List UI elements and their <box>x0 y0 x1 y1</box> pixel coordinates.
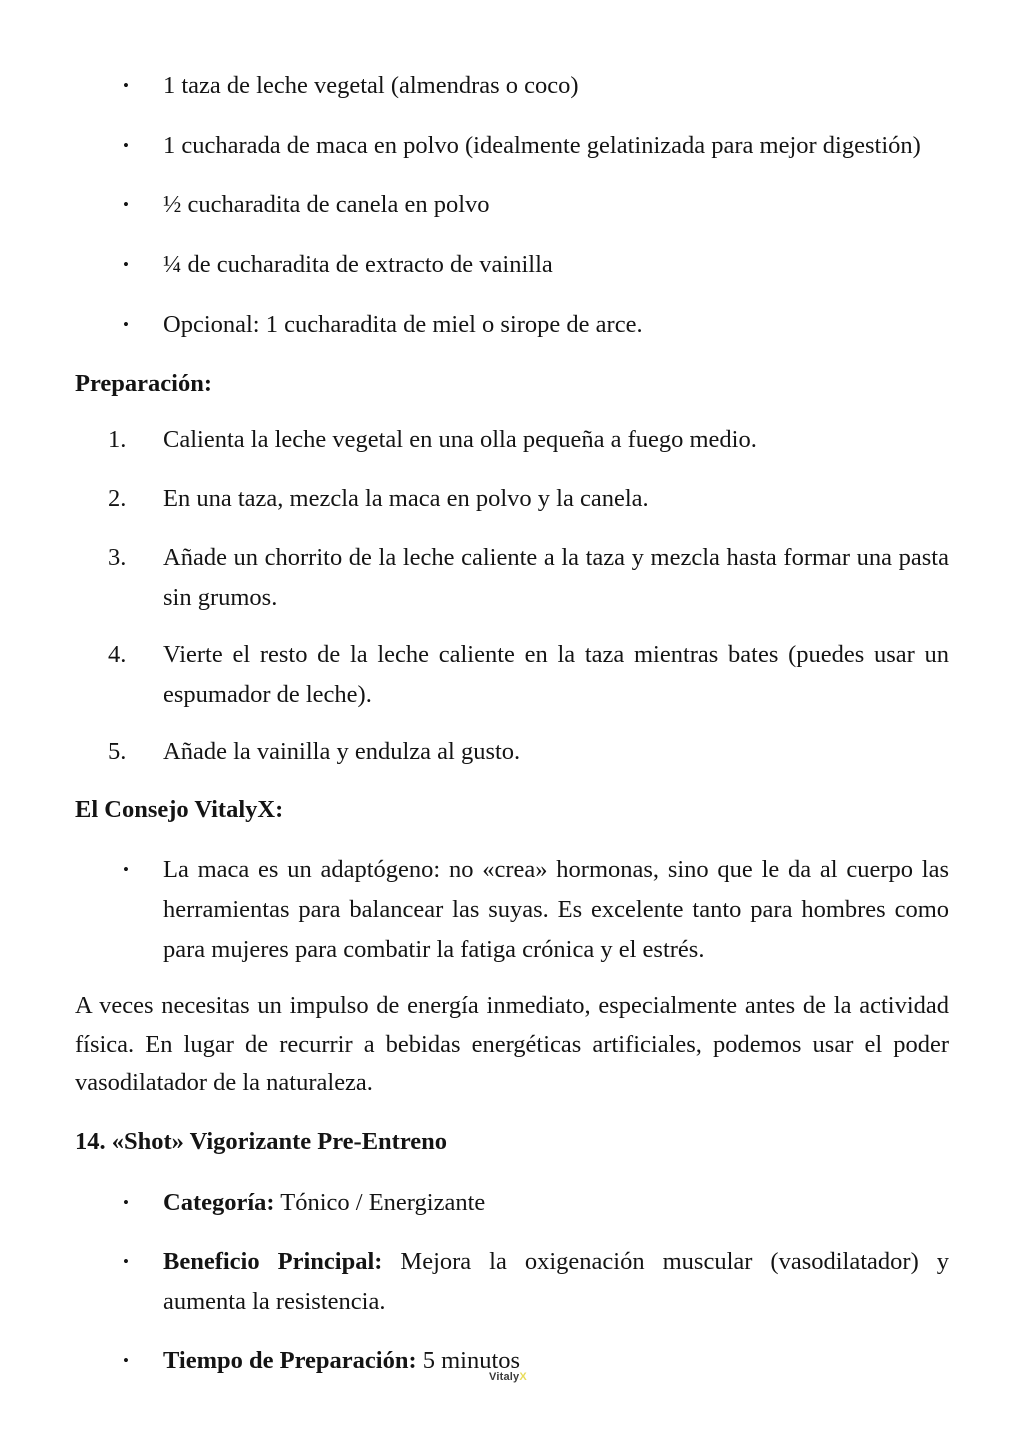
benefit-label: Beneficio Principal: <box>163 1248 383 1275</box>
preparation-heading: Preparación: <box>75 370 212 397</box>
recipe-benefit <box>163 1242 949 1322</box>
recipe-title: 14. «Shot» Vigorizante Pre-Entreno <box>75 1128 448 1155</box>
bullet-marker: • <box>123 136 129 155</box>
time-label: Tiempo de Preparación: <box>163 1347 417 1374</box>
logo-accent: X <box>519 1371 527 1383</box>
bullet-marker: • <box>123 1193 129 1212</box>
logo-text: Vitaly <box>489 1371 520 1383</box>
benefit-value: Mejora la oxigenación muscular (vasodilatador) y aumenta la resistencia. <box>163 1248 949 1315</box>
bullet-marker: • <box>123 195 129 214</box>
ingredient-text: 1 taza de leche vegetal (almendras o coco) <box>163 72 579 99</box>
category-value: Tónico / Energizante <box>274 1189 486 1216</box>
step-number: 3. <box>108 544 127 571</box>
ingredient-text: ¼ de cucharadita de extracto de vainilla <box>163 251 553 278</box>
step-text: En una taza, mezcla la maca en polvo y la canela. <box>163 485 649 512</box>
ingredient-text: 1 cucharada de maca en polvo (idealmente gelatinizada para mejor digestión) <box>163 132 921 159</box>
step-text: Vierte el resto de la leche caliente en la taza mientras bates (puedes usar un espumador de leche). <box>163 641 949 708</box>
recipe-category <box>163 1183 949 1223</box>
step-number: 1. <box>108 426 127 453</box>
bullet-marker: • <box>123 255 129 274</box>
bullet-marker: • <box>123 315 129 334</box>
step-text: Añade un chorrito de la leche caliente a la taza y mezcla hasta formar una pasta sin grumos. <box>163 544 949 611</box>
intro-paragraph: A veces necesitas un impulso de energía inmediato, especialmente antes de la actividad física. En lugar de recurrir a bebidas energéticas artificiales, podemos usar el poder vasodilatador de la naturaleza. <box>75 992 949 1096</box>
time-value: 5 minutos <box>416 1347 521 1374</box>
tip-heading: El Consejo VitalyX: <box>75 796 284 823</box>
bullet-marker: • <box>123 1252 129 1271</box>
step-number: 2. <box>108 485 127 512</box>
step-number: 5. <box>108 738 127 765</box>
category-label: Categoría: <box>163 1189 275 1216</box>
tip-text: La maca es un adaptógeno: no «crea» hormonas, sino que le da al cuerpo las herramientas para balancear las suyas. Es excelente tanto para hombres como para mujeres para combatir la fatiga crónica y el estrés. <box>163 856 949 963</box>
bullet-marker: • <box>123 860 129 879</box>
step-text: Calienta la leche vegetal en una olla pequeña a fuego medio. <box>163 426 757 453</box>
footer-logo <box>489 1371 527 1383</box>
recipe-time <box>163 1341 949 1381</box>
bullet-marker: • <box>123 76 129 95</box>
ingredient-text: Opcional: 1 cucharadita de miel o sirope de arce. <box>163 311 643 338</box>
ingredient-text: ½ cucharadita de canela en polvo <box>163 191 490 218</box>
step-text: Añade la vainilla y endulza al gusto. <box>163 738 521 765</box>
step-number: 4. <box>108 641 127 668</box>
bullet-marker: • <box>123 1351 129 1370</box>
